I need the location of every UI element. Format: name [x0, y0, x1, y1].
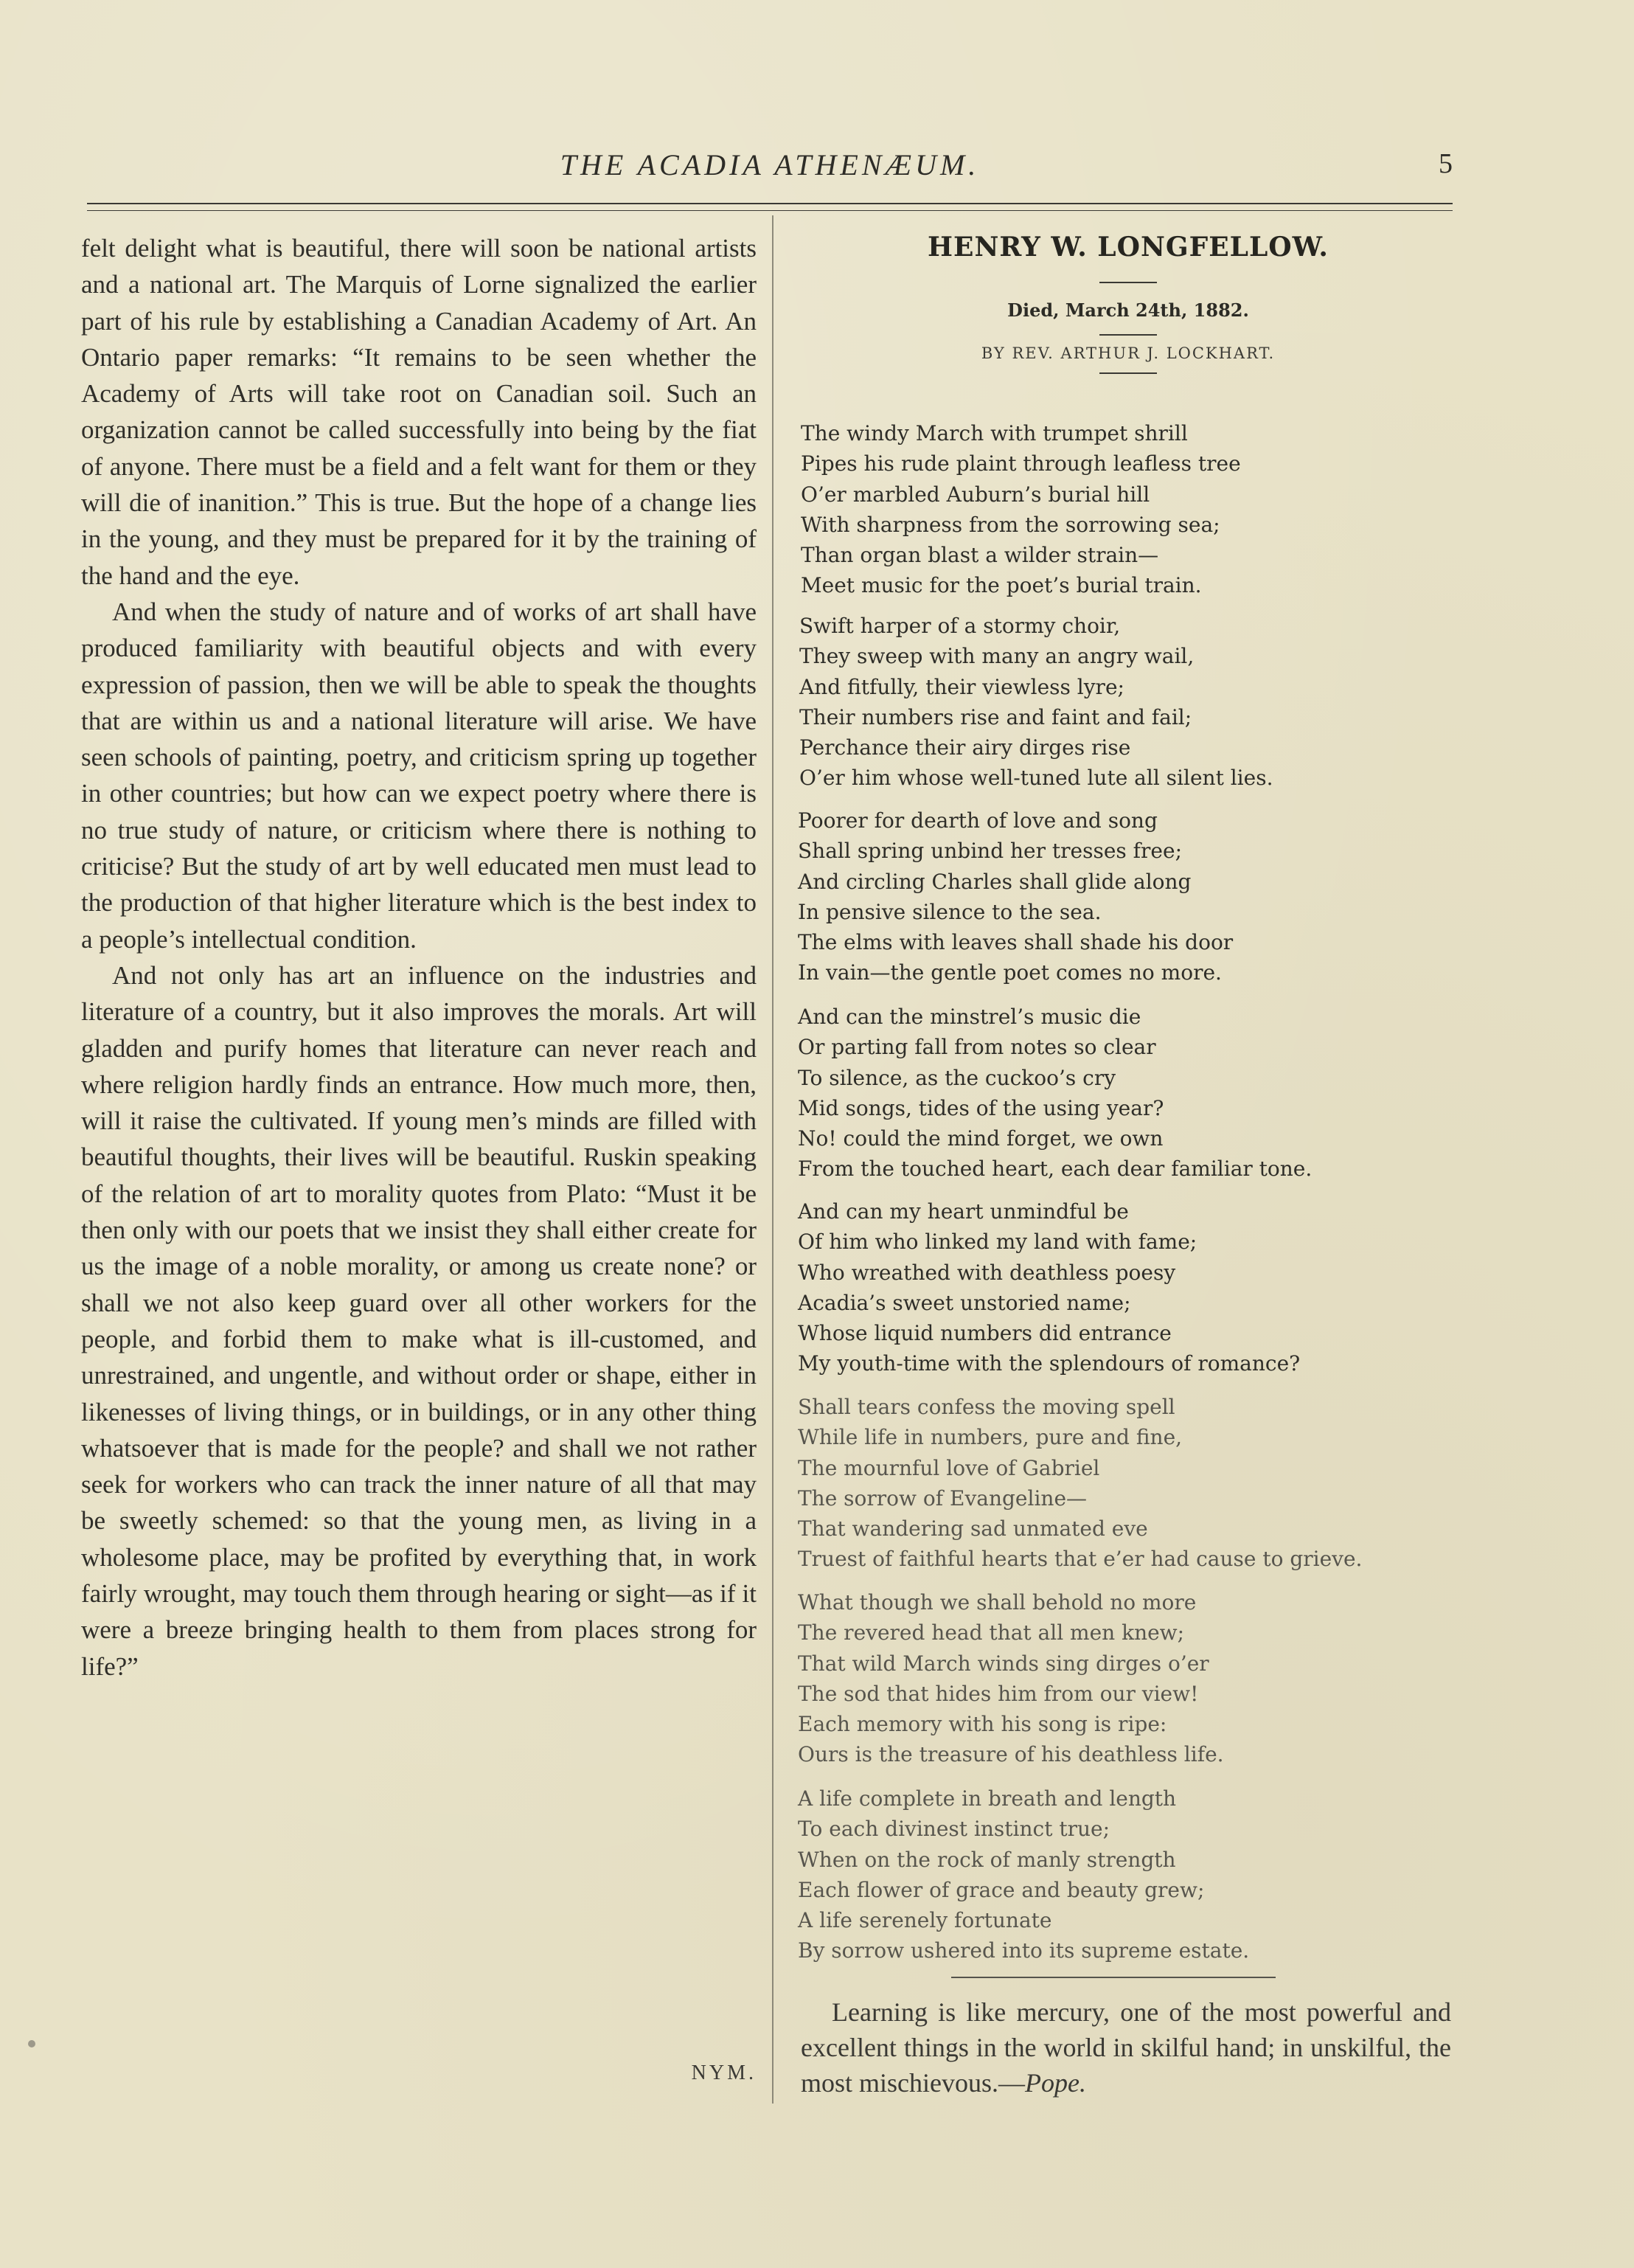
poem-line: And can my heart unmindful be — [798, 1199, 1129, 1224]
poem-line: When on the rock of manly strength — [798, 1847, 1176, 1872]
poem-line: That wild March winds sing dirges o’er — [798, 1651, 1209, 1676]
article-paragraph: felt delight what is beautiful, there will soon be national artists and a national art. The Marquis of Lorne signalized the earlier part of his rule by establishing a Canadian Academy of Art. An Ontario paper remarks: “It remains to be seen whether the Academy of Arts will take root on Canadian soil. Such an organization cannot be called successfully into being by the fiat of anyone. There must be a field and a felt want for them or they will die of inanition.” This is true. But the hope of a change lies in the young, and they must be prepared for it by the training of the hand and the eye. — [81, 234, 757, 590]
poem-stanza — [798, 1587, 1224, 1770]
poem-end-rule — [951, 1977, 1276, 1978]
header-rule — [87, 203, 1453, 211]
poem-stanza — [798, 1196, 1300, 1379]
poem-line: O’er marbled Auburn’s burial hill — [801, 482, 1150, 507]
poem-line: No! could the mind forget, we own — [798, 1126, 1164, 1151]
poem-line: To each divinest instinct true; — [798, 1817, 1110, 1842]
poem-line: Shall spring unbind her tresses free; — [798, 839, 1183, 864]
quote-text: Learning is like mercury, one of the most powerful and excellent things in the world in skilful hand; in unskilful, the most mischievous.— — [801, 1997, 1451, 2098]
column-divider — [772, 215, 773, 2104]
poem-line: The revered head that all men knew; — [798, 1620, 1185, 1645]
poem-line: Shall tears confess the moving spell — [798, 1395, 1175, 1419]
poem-stanza — [798, 1392, 1362, 1575]
poem-line: Than organ blast a wilder strain— — [801, 543, 1159, 568]
poem-line: Each flower of grace and beauty grew; — [798, 1877, 1205, 1902]
poem-byline: BY REV. ARTHUR J. LOCKHART. — [981, 344, 1276, 362]
poem-line: From the touched heart, each dear familiar tone. — [798, 1156, 1313, 1182]
poem-line: The sorrow of Evangeline— — [798, 1485, 1088, 1511]
poem-line: Of him who linked my land with fame; — [798, 1230, 1197, 1255]
poem-line: The mournful love of Gabriel — [798, 1455, 1100, 1480]
poem-stanza — [798, 805, 1233, 988]
running-title: THE ACADIA ATHENÆUM. — [560, 148, 980, 181]
poem-line: Truest of faithful hearts that e’er had cause to grieve. — [798, 1547, 1363, 1572]
poem-line: A life serenely fortunate — [798, 1908, 1052, 1933]
poem-line: While life in numbers, pure and fine, — [798, 1425, 1183, 1450]
poem-line: Pipes his rude plaint through leafless tree — [801, 451, 1241, 476]
article-paragraph: And when the study of nature and of works of art shall have produced familiarity with beautiful objects and with every expression of passion, then we will be able to speak the thoughts that are within us and a national literature will arise. We have seen schools of painting, poetry, and criticism spring up together in other countries; but how can we expect poetry where there is no true study of nature, or criticism where there is nothing to criticise? But the study of art by well educated men must lead to the production of that higher literature which is the best index to a people’s intellectual condition. — [81, 597, 757, 954]
poem-line: A life complete in breath and length — [798, 1786, 1177, 1811]
poem-line: Perchance their airy dirges rise — [799, 735, 1131, 760]
poem-line: With sharpness from the sorrowing sea; — [801, 512, 1220, 537]
poem-line: And can the minstrel’s music die — [798, 1005, 1141, 1029]
margin-mark — [28, 2040, 35, 2047]
poem-line: Poorer for dearth of love and song — [798, 808, 1158, 833]
poem-line: That wandering sad unmated eve — [798, 1516, 1148, 1542]
poem-line: What though we shall behold no more — [798, 1590, 1197, 1615]
poem-line: And fitfully, their viewless lyre; — [799, 674, 1124, 699]
poem-line: Each memory with his song is ripe: — [798, 1712, 1167, 1737]
poem-line: Ours is the treasure of his deathless life. — [798, 1742, 1224, 1767]
poem-line: Swift harper of a stormy choir, — [799, 614, 1121, 638]
page-number: 5 — [1439, 148, 1453, 179]
article-column — [81, 230, 757, 1685]
quote-paragraph — [801, 1994, 1451, 2101]
poem-line: And circling Charles shall glide along — [798, 869, 1192, 894]
poem-line: In vain—the gentle poet comes no more. — [798, 960, 1222, 985]
article-paragraph: And not only has art an influence on the industries and literature of a country, but it also improves the morals. Art will gladden and purify homes that literature can never reach and where religion hardly finds an entrance. How much more, then, will it raise the cultivated. If young men’s minds are filled with beautiful thoughts, their lives will be beautiful. Ruskin speaking of the relation of art to morality quotes from Plato: “Must it be then only with our poets that we insist they shall either create for us the image of a noble morality, or among us create none? or shall we not also keep guard over all other workers for the people, and forbid them to make what is ill-customed, and unrestrained, and ungentle, and without order or shape, either in likenesses of living things, or in buildings, or in any other thing whatsoever that is made for the people? and shall we not rather seek for workers who can track the inner nature of all that may be sweetly schemed: so that the young men, as living in a wholesome place, may be profited by everything that, in work fairly wrought, may touch them through hearing or sight—as if it were a breeze bringing health to them from places strong for life?” — [81, 960, 757, 1681]
poem-stanza — [801, 418, 1241, 601]
died-rule — [1099, 334, 1157, 336]
poem-line: By sorrow ushered into its supreme estate. — [798, 1938, 1250, 1963]
poem-line: The windy March with trumpet shrill — [801, 421, 1188, 445]
poem-line: The elms with leaves shall shade his door — [798, 930, 1234, 955]
poem-line: O’er him whose well-tuned lute all silent lies. — [799, 766, 1273, 791]
poem-stanza — [798, 1783, 1249, 1966]
quote-author: Pope. — [1025, 2068, 1086, 2098]
title-rule — [1099, 282, 1157, 283]
poem-column — [796, 230, 1460, 1963]
poem-line: Their numbers rise and faint and fail; — [799, 704, 1192, 729]
poem-line: To silence, as the cuckoo’s cry — [798, 1065, 1116, 1090]
poem-line: Acadia’s sweet unstoried name; — [798, 1290, 1131, 1315]
poem-line: Or parting fall from notes so clear — [798, 1035, 1156, 1060]
article-signature: NYM. — [691, 2061, 757, 2084]
poem-line: They sweep with many an angry wail, — [799, 644, 1195, 669]
poem-line: My youth-time with the splendours of romance? — [798, 1351, 1301, 1376]
poem-line: Who wreathed with deathless poesy — [798, 1260, 1176, 1285]
poem-died-line: Died, March 24th, 1882. — [1007, 299, 1249, 321]
poem-line: Whose liquid numbers did entrance — [798, 1321, 1172, 1346]
poem-stanza — [798, 1002, 1312, 1185]
poem-line: Mid songs, tides of the using year? — [798, 1095, 1164, 1120]
poem-stanza — [799, 611, 1273, 794]
byline-rule — [1099, 372, 1157, 374]
poem-line: Meet music for the poet’s burial train. — [801, 573, 1202, 598]
poem-line: In pensive silence to the sea. — [798, 899, 1102, 924]
poem-title: HENRY W. LONGFELLOW. — [928, 232, 1329, 263]
page-header — [87, 148, 1453, 192]
poem-line: The sod that hides him from our view! — [798, 1681, 1199, 1706]
